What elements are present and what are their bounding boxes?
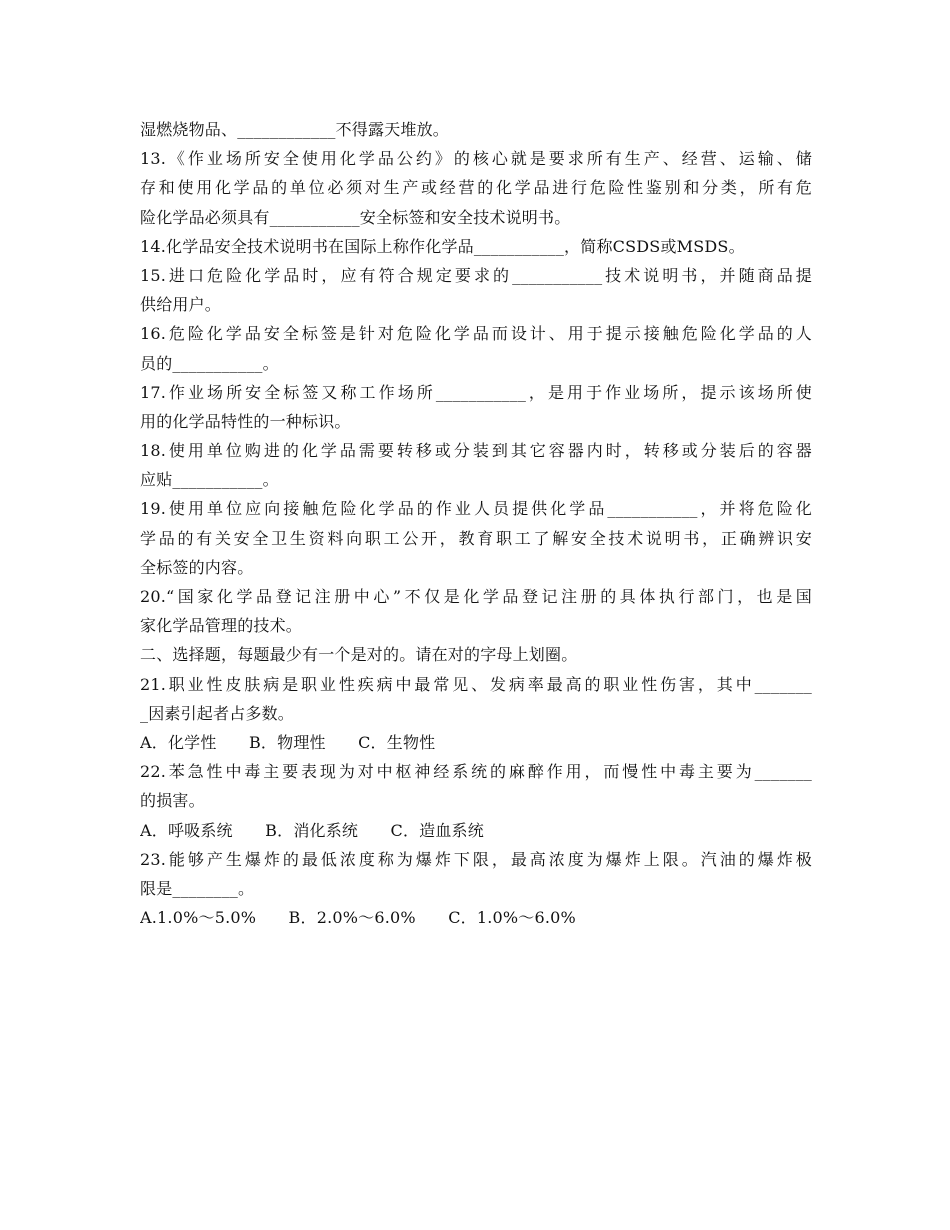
question-23-line-1: 23.能够产生爆炸的最低浓度称为爆炸下限，最高浓度为爆炸上限。汽油的爆炸极 bbox=[140, 849, 812, 869]
question-13-line-2: 存和使用化学品的单位必须对生产或经营的化学品进行危险性鉴别和分类，所有危 bbox=[140, 178, 812, 198]
question-20-line-1: 20.“国家化学品登记注册中心”不仅是化学品登记注册的具体执行部门，也是国 bbox=[140, 587, 812, 606]
question-22-line-1: 22.苯急性中毒主要表现为对中枢神经系统的麻醉作用，而慢性中毒主要为_______ bbox=[140, 762, 812, 782]
question-17-line-2: 用的化学品特性的一种标识。 bbox=[140, 411, 351, 431]
question-16-line-2: 员的___________。 bbox=[140, 353, 279, 373]
question-15-line-2: 供给用户。 bbox=[140, 295, 222, 315]
question-16-line-1: 16.危险化学品安全标签是针对危险化学品而设计、用于提示接触危险化学品的人 bbox=[140, 324, 812, 344]
document-page bbox=[140, 116, 812, 933]
question-18-line-1: 18.使用单位购进的化学品需要转移或分装到其它容器内时，转移或分装后的容器 bbox=[140, 441, 812, 461]
section-heading-choice: 二、选择题，每题最少有一个是对的。请在对的字母上划圈。 bbox=[140, 645, 578, 665]
question-21-line-2: _因素引起者占多数。 bbox=[140, 703, 295, 723]
text-line-1: 湿燃烧物品、____________不得露天堆放。 bbox=[140, 120, 450, 139]
question-22-line-2: 的损害。 bbox=[140, 791, 205, 811]
question-18-line-2: 应贴___________。 bbox=[140, 470, 279, 490]
question-23-options: A.1.0%～5.0% B．2.0%～6.0% C．1.0%～6.0% bbox=[140, 908, 576, 928]
question-17-line-1: 17.作业场所安全标签又称工作场所___________，是用于作业场所，提示该场所使 bbox=[140, 382, 812, 402]
question-19-line-3: 全标签的内容。 bbox=[140, 557, 254, 577]
question-19-line-1: 19.使用单位应向接触危险化学品的作业人员提供化学品___________，并将危险化 bbox=[140, 499, 812, 519]
question-22-options: A．呼吸系统 B．消化系统 C．造血系统 bbox=[140, 820, 484, 840]
question-19-line-2: 学品的有关安全卫生资料向职工公开，教育职工了解安全技术说明书，正确辨识安 bbox=[140, 528, 812, 548]
question-13-line-3: 险化学品必须具有___________安全标签和安全技术说明书。 bbox=[140, 207, 571, 227]
question-14-line-1: 14.化学品安全技术说明书在国际上称作化学品___________，简称CSDS或MSDS。 bbox=[140, 236, 745, 256]
question-20-line-2: 家化学品管理的技术。 bbox=[140, 616, 303, 636]
question-15-line-1: 15.进口危险化学品时，应有符合规定要求的___________技术说明书，并随商品提 bbox=[140, 265, 812, 285]
question-23-line-2: 限是________。 bbox=[140, 878, 255, 898]
question-21-line-1: 21.职业性皮肤病是职业性疾病中最常见、发病率最高的职业性伤害，其中_______ bbox=[140, 674, 812, 694]
question-13-line-1: 13.《作业场所安全使用化学品公约》的核心就是要求所有生产、经营、运输、储 bbox=[140, 149, 812, 169]
question-21-options: A．化学性 B．物理性 C．生物性 bbox=[140, 732, 436, 752]
